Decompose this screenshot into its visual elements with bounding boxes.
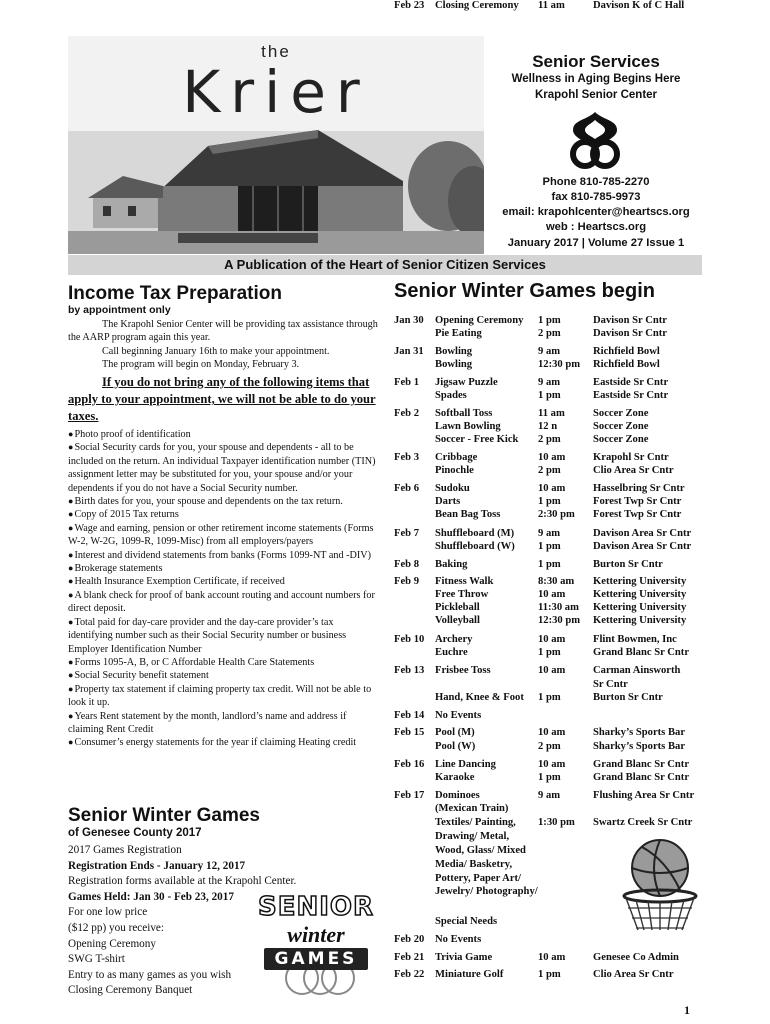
- schedule-location: Sharky’s Sports Bar: [593, 741, 686, 752]
- tax-item: ● Social Security cards for you, your spouse and dependents - all to be included on the return. An individual Taxpayer identification number (TIN) assignment letter may be substituted for you, your spouse and/or your dependents if you do not have a Social Security number.: [68, 441, 378, 495]
- schedule-event: Sudoku: [435, 483, 470, 494]
- schedule-date: Feb 21: [394, 952, 425, 963]
- games-heading: Senior Winter Games: [68, 805, 260, 826]
- schedule-time: 2 pm: [538, 434, 561, 445]
- schedule-time: 9 am: [538, 377, 561, 388]
- tax-item: ● Consumer’s energy statements for the year if claiming Heating credit: [68, 736, 378, 749]
- schedule-location: Grand Blanc Sr Cntr: [593, 647, 690, 658]
- tax-item: ● Social Security benefit statement: [68, 669, 378, 682]
- tax-paragraph-1: The Krapohl Senior Center will be providing tax assistance through the AARP program again this year.: [68, 319, 378, 344]
- schedule-time: 1 pm: [538, 390, 561, 401]
- schedule-location: Grand Blanc Sr Cntr: [593, 772, 690, 783]
- schedule-event: Baking: [435, 559, 468, 570]
- schedule-event: Pool (W): [435, 741, 476, 752]
- schedule-time: 10 am: [538, 634, 566, 645]
- schedule-date: Jan 31: [394, 346, 424, 357]
- schedule-event: No Events: [435, 934, 482, 945]
- header-title: Senior Services: [532, 52, 660, 71]
- schedule-event: Bowling: [435, 346, 473, 357]
- schedule-time: 12:30 pm: [538, 359, 581, 370]
- tax-item: ● Total paid for day-care provider and the day-care provider’s tax identifying number such as their Social Security number or business Employer Identification Number: [68, 616, 378, 656]
- schedule-date: Jan 30: [394, 315, 424, 326]
- schedule-event: Pie Eating: [435, 328, 482, 339]
- schedule-location: Hasselbring Sr Cntr: [593, 483, 685, 494]
- schedule-location: Eastside Sr Cntr: [593, 377, 669, 388]
- tax-paragraph-3: The program will begin on Monday, February 3.: [102, 359, 300, 371]
- schedule-heading: Senior Winter Games begin: [394, 280, 655, 302]
- schedule-location: Grand Blanc Sr Cntr: [593, 759, 690, 770]
- schedule-date: Feb 8: [394, 559, 420, 570]
- games-held: Games Held: Jan 30 - Feb 23, 2017: [68, 890, 234, 903]
- header-issue: January 2017 | Volume 27 Issue 1: [507, 237, 685, 249]
- schedule-time: 12:30 pm: [538, 615, 581, 626]
- page-number: 1: [684, 1003, 690, 1017]
- schedule-event: Lawn Bowling: [435, 421, 501, 432]
- schedule-event: Bowling: [435, 359, 473, 370]
- games-registration-ends: Registration Ends - January 12, 2017: [68, 859, 246, 872]
- schedule-location: Burton Sr Cntr: [593, 692, 663, 703]
- schedule-location: Krapohl Sr Cntr: [593, 452, 669, 463]
- schedule-location: Davison Sr Cntr: [593, 315, 667, 326]
- schedule-location: Kettering University: [593, 602, 687, 613]
- schedule-location: Flint Bowmen, Inc: [593, 634, 677, 645]
- schedule-event: Spades: [435, 390, 467, 401]
- tax-item: ● A blank check for proof of bank account routing and account numbers for direct deposit.: [68, 589, 378, 616]
- schedule-time: 8:30 am: [538, 576, 575, 587]
- schedule-location: Swartz Creek Sr Cntr: [593, 817, 693, 828]
- schedule-event: Opening Ceremony: [435, 315, 524, 326]
- schedule-location: Davison Area Sr Cntr: [593, 528, 692, 539]
- schedule-location: Carman Ainsworth: [593, 665, 681, 676]
- schedule-date: Feb 14: [394, 710, 425, 721]
- schedule-location: Burton Sr Cntr: [593, 559, 663, 570]
- schedule-event: Media/ Basketry,: [435, 859, 513, 870]
- schedule-date: Feb 22: [394, 969, 425, 980]
- schedule-event: Jigsaw Puzzle: [435, 377, 498, 388]
- games-registration: 2017 Games Registration: [68, 844, 182, 856]
- schedule-event: Miniature Golf: [435, 969, 504, 980]
- schedule-location: Forest Twp Sr Cntr: [593, 496, 682, 507]
- masthead-title: Krier: [182, 58, 370, 126]
- basketball-hoop-icon: [614, 838, 706, 934]
- schedule-event: Shuffleboard (M): [435, 528, 515, 539]
- schedule-time: 2 pm: [538, 328, 561, 339]
- logo-winter-text: winter: [287, 922, 345, 947]
- schedule-location: Clio Area Sr Cntr: [593, 465, 674, 476]
- tax-subheading: by appointment only: [68, 304, 171, 316]
- schedule-event: Trivia Game: [435, 952, 493, 963]
- schedule-date: Feb 9: [394, 576, 420, 587]
- tax-heading: Income Tax Preparation: [68, 283, 282, 304]
- schedule-time: 11 am: [538, 0, 565, 11]
- tax-item: ● Health Insurance Exemption Certificate, if received: [68, 575, 378, 588]
- schedule-event: Shuffleboard (W): [435, 541, 515, 552]
- schedule-event: Soccer - Free Kick: [435, 434, 519, 445]
- tax-warning: If you do not bring any of the following items that apply to your appointment, we will not be able to do your taxes.: [68, 375, 376, 423]
- schedule-time: 11:30 am: [538, 602, 579, 613]
- schedule-event: Bean Bag Toss: [435, 509, 501, 520]
- schedule-time: 10 am: [538, 452, 566, 463]
- schedule-time: 9 am: [538, 528, 561, 539]
- schedule-event: Pinochle: [435, 465, 474, 476]
- schedule-location: Flushing Area Sr Cntr: [593, 790, 695, 801]
- schedule-time: 1 pm: [538, 772, 561, 783]
- masthead-pre: the: [261, 42, 291, 61]
- schedule-time: 1 pm: [538, 559, 561, 570]
- schedule-event: Drawing/ Metal,: [435, 831, 510, 842]
- tax-item: ● Interest and dividend statements from banks (Forms 1099-NT and -DIV): [68, 549, 378, 562]
- schedule-location: Kettering University: [593, 615, 687, 626]
- tax-paragraph-2: Call beginning January 16th to make your appointment.: [102, 345, 330, 357]
- schedule-time: 1 pm: [538, 969, 561, 980]
- schedule-location: Soccer Zone: [593, 434, 649, 445]
- schedule-event: Jewelry/ Photography/: [435, 886, 538, 897]
- schedule-time: 1 pm: [538, 496, 561, 507]
- schedule-date: Feb 23: [394, 0, 425, 11]
- schedule-event: Softball Toss: [435, 408, 493, 419]
- schedule-event: Fitness Walk: [435, 576, 494, 587]
- header-phone: Phone 810-785-2270: [542, 176, 650, 188]
- tax-item: ● Property tax statement if claiming property tax credit. Will not be able to look it up.: [68, 683, 378, 710]
- schedule-time: 1 pm: [538, 315, 561, 326]
- tax-item: ● Brokerage statements: [68, 562, 378, 575]
- schedule-date: Feb 1: [394, 377, 420, 388]
- schedule-location: Kettering University: [593, 576, 687, 587]
- schedule-event: Pool (M): [435, 727, 475, 738]
- schedule-time: 10 am: [538, 589, 566, 600]
- tax-item: ● Birth dates for you, your spouse and dependents on the tax return.: [68, 495, 378, 508]
- tax-item: ● Photo proof of identification: [68, 428, 378, 441]
- games-entry: Entry to as many games as you wish: [68, 968, 232, 981]
- schedule-time: 10 am: [538, 952, 566, 963]
- schedule-location: Davison Sr Cntr: [593, 328, 667, 339]
- schedule-event: Textiles/ Painting,: [435, 817, 516, 828]
- header-fax: fax 810-785-9973: [551, 191, 641, 203]
- games-banquet: Closing Ceremony Banquet: [68, 984, 193, 997]
- schedule-event: Darts: [435, 496, 461, 507]
- schedule-date: Feb 17: [394, 790, 425, 801]
- schedule-time: 2 pm: [538, 465, 561, 476]
- header-web: web : Heartscs.org: [545, 221, 647, 233]
- schedule-time: 9 am: [538, 346, 561, 357]
- games-tshirt: SWG T-shirt: [68, 953, 125, 966]
- schedule-date: Feb 3: [394, 452, 420, 463]
- tax-item: ● Forms 1095-A, B, or C Affordable Health Care Statements: [68, 656, 378, 669]
- schedule-date: Feb 13: [394, 665, 425, 676]
- schedule-event: Cribbage: [435, 452, 478, 463]
- schedule-event: Karaoke: [435, 772, 475, 783]
- schedule-location: Richfield Bowl: [593, 346, 660, 357]
- schedule-time: 1 pm: [538, 541, 561, 552]
- schedule-event: Free Throw: [435, 589, 489, 600]
- schedule-location: Sr Cntr: [593, 679, 628, 690]
- header-subtitle-2: Krapohl Senior Center: [534, 89, 658, 101]
- games-subheading: of Genesee County 2017: [68, 827, 202, 839]
- logo-senior-text: SENIOR: [258, 892, 375, 922]
- publication-bar: A Publication of the Heart of Senior Citizen Services: [68, 255, 702, 275]
- tax-item: ● Wage and earning, pension or other retirement income statements (Forms W-2, W-2G, 1099-R, 1099-Misc) from all employers/payers: [68, 522, 378, 549]
- schedule-time: 1:30 pm: [538, 817, 575, 828]
- schedule-time: 1 pm: [538, 647, 561, 658]
- schedule-event: Dominoes: [435, 790, 480, 801]
- schedule-event: Wood, Glass/ Mixed: [435, 845, 526, 856]
- header-subtitle-1: Wellness in Aging Begins Here: [511, 73, 681, 85]
- schedule-location: Clio Area Sr Cntr: [593, 969, 674, 980]
- schedule-time: 1 pm: [538, 692, 561, 703]
- schedule-event: Special Needs: [435, 916, 498, 927]
- schedule-event: Frisbee Toss: [435, 665, 491, 676]
- schedule-location: Soccer Zone: [593, 421, 649, 432]
- schedule-event: Closing Ceremony: [435, 0, 519, 11]
- schedule-location: Soccer Zone: [593, 408, 649, 419]
- schedule-time: 11 am: [538, 408, 565, 419]
- tax-item: ● Years Rent statement by the month, landlord’s name and address if claiming Rent Credit: [68, 710, 378, 737]
- schedule-time: 12 n: [538, 421, 558, 432]
- schedule-location: Forest Twp Sr Cntr: [593, 509, 682, 520]
- games-price-1: For one low price: [68, 906, 148, 919]
- tax-item: ● Copy of 2015 Tax returns: [68, 508, 378, 521]
- schedule-location: Sharky’s Sports Bar: [593, 727, 686, 738]
- schedule-time: 10 am: [538, 759, 566, 770]
- schedule-event: Pickleball: [435, 602, 480, 613]
- schedule-date: Feb 2: [394, 408, 420, 419]
- schedule-event: Volleyball: [435, 615, 480, 626]
- schedule-time: 10 am: [538, 483, 566, 494]
- schedule-date: Feb 6: [394, 483, 420, 494]
- schedule-location: Richfield Bowl: [593, 359, 660, 370]
- games-forms: Registration forms available at the Krapohl Center.: [68, 875, 297, 888]
- schedule-date: Feb 7: [394, 528, 420, 539]
- schedule-event: (Mexican Train): [435, 803, 509, 814]
- schedule-location: Eastside Sr Cntr: [593, 390, 669, 401]
- schedule-event: Euchre: [435, 647, 468, 658]
- schedule-event: Hand, Knee & Foot: [435, 692, 524, 703]
- logo-games-text: GAMES: [274, 949, 358, 969]
- games-price-2: ($12 pp) you receive:: [68, 921, 164, 934]
- schedule-time: 10 am: [538, 727, 566, 738]
- schedule-location: Genesee Co Admin: [593, 952, 679, 963]
- games-opening: Opening Ceremony: [68, 937, 156, 950]
- schedule-event: Pottery, Paper Art/: [435, 873, 521, 884]
- header-email: email: krapohlcenter@heartscs.org: [502, 206, 690, 218]
- schedule-time: 2:30 pm: [538, 509, 575, 520]
- schedule-time: 9 am: [538, 790, 561, 801]
- schedule-date: Feb 20: [394, 934, 425, 945]
- schedule-event: Archery: [435, 634, 473, 645]
- schedule-event: Line Dancing: [435, 759, 496, 770]
- schedule-location: Davison K of C Hall: [593, 0, 685, 11]
- schedule-date: Feb 16: [394, 759, 425, 770]
- schedule-event: No Events: [435, 710, 482, 721]
- schedule-time: 2 pm: [538, 741, 561, 752]
- schedule-location: Davison Area Sr Cntr: [593, 541, 692, 552]
- schedule-date: Feb 10: [394, 634, 425, 645]
- schedule-date: Feb 15: [394, 727, 425, 738]
- schedule-location: Kettering University: [593, 589, 687, 600]
- schedule-time: 10 am: [538, 665, 566, 676]
